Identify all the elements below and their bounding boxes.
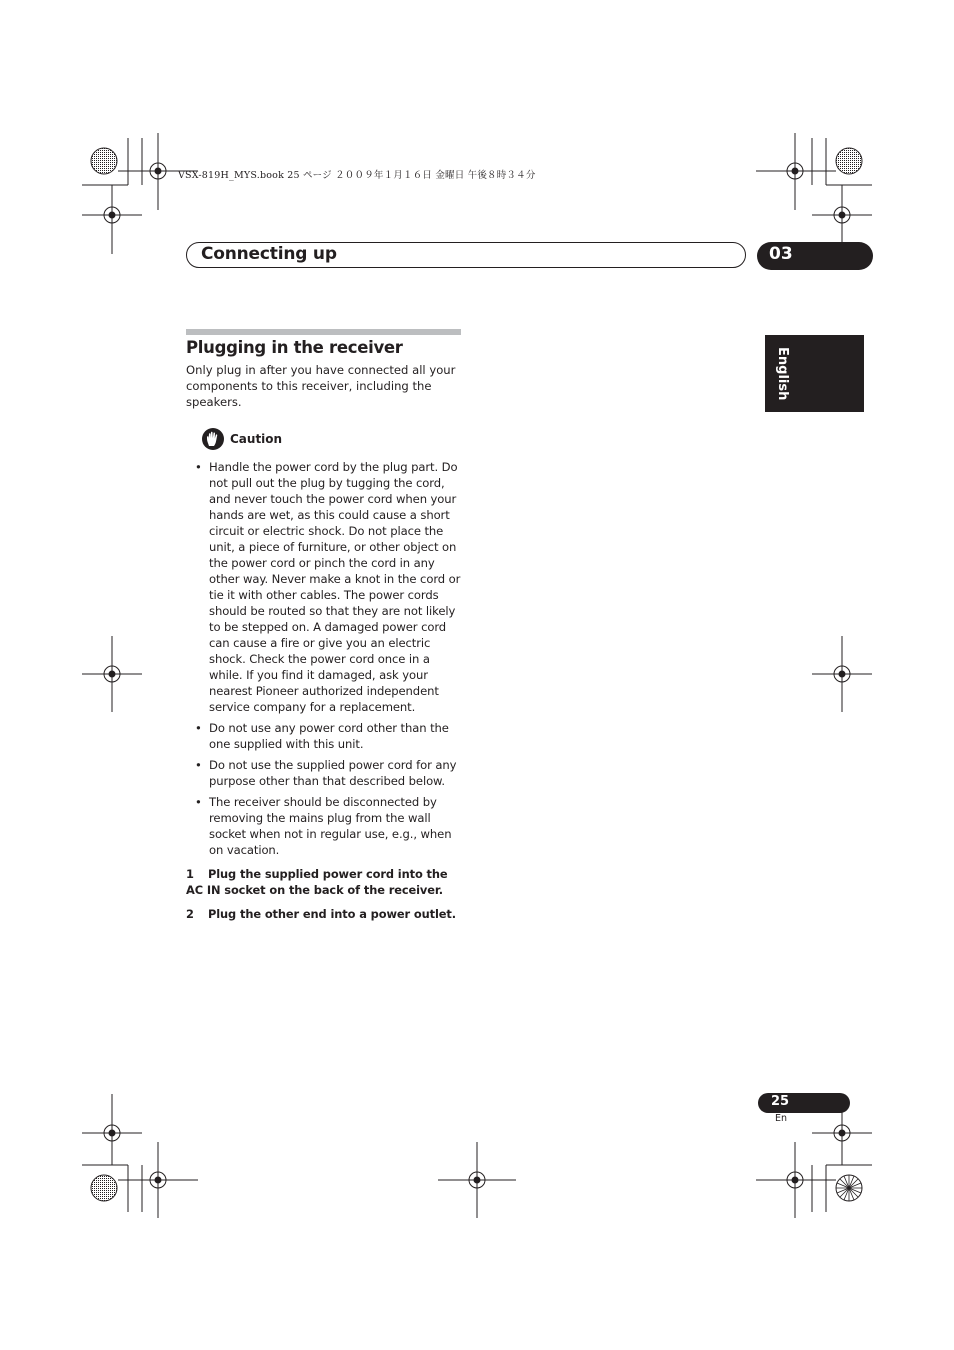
step-text: Plug the other end into a power outlet. (208, 907, 456, 921)
intro-paragraph: Only plug in after you have connected all your components to this receiver, including the speakers. (186, 363, 456, 409)
print-header: VSX-819H_MYS.book 25 ページ ２００９年１月１６日 金曜日 午後８時３４分 (178, 170, 536, 181)
caution-item: • Handle the power cord by the plug part. Do not pull out the plug by tugging the cord, and never touch the power cord when your hands are wet, as this could cause a short circuit or electric shock. Do not place the unit, a piece of furniture, or other object on the power cord or pinch the cord in any other way. Never make a knot in the cord or tie it with other cables. The power cords should be routed so that they are not likely to be stepped on. A damaged power cord can cause a fire or give you an electric shock. Check the power cord once in a while. If you find it damaged, ask your nearest Pioneer authorized independent service company for a replacement. (186, 459, 462, 715)
language-tab (765, 335, 864, 412)
step-text: Plug the supplied power cord into the AC IN socket on the back of the receiver. (186, 867, 448, 897)
section-rule (186, 329, 461, 335)
page-number: 25 (771, 1094, 790, 1109)
step-1 (186, 866, 462, 898)
language-label: English (775, 347, 790, 401)
step-number: 1 (186, 867, 194, 881)
section-title: Plugging in the receiver (186, 338, 403, 357)
page-language: En (775, 1113, 788, 1124)
chapter-title: Connecting up (201, 244, 337, 264)
caution-heading (186, 426, 462, 450)
caution-item: • The receiver should be disconnected by removing the mains plug from the wall socket when not in regular use, e.g., when on vacation. (186, 794, 462, 858)
chapter-number: 03 (769, 244, 793, 264)
chapter-number-badge (757, 242, 873, 270)
caution-item: • Do not use the supplied power cord for any purpose other than that described below. (186, 757, 462, 789)
page-number-badge (758, 1093, 850, 1113)
step-number: 2 (186, 907, 194, 921)
caution-label: Caution (230, 432, 283, 446)
step-2 (186, 906, 462, 922)
caution-list (186, 459, 462, 858)
content-column (186, 362, 462, 922)
hand-stop-icon (202, 428, 224, 450)
chapter-bar (186, 242, 746, 268)
caution-item: • Do not use any power cord other than the one supplied with this unit. (186, 720, 462, 752)
